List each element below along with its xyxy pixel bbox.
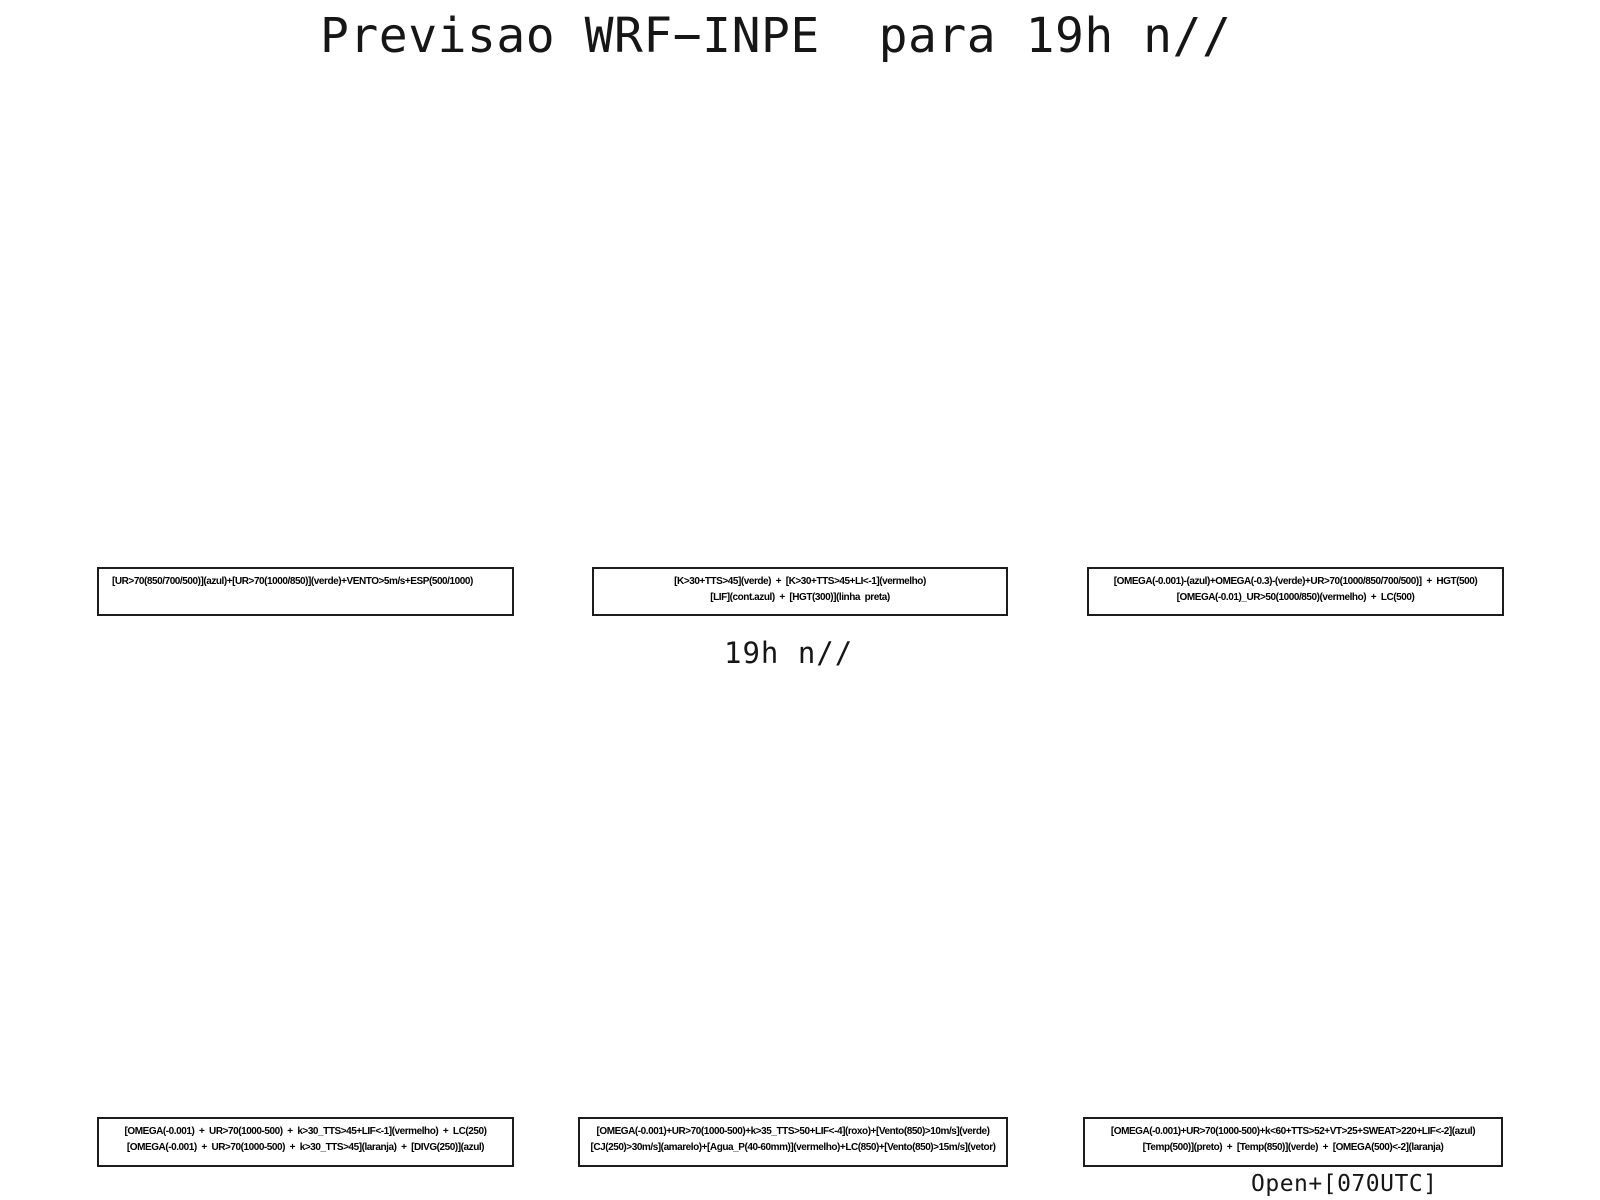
forecast-panel-bottom-center	[578, 1117, 1008, 1167]
panel-legend-line: [OMEGA(-0.001)+UR>70(1000-500)+k>35_TTS>50+LIF<-4](roxo)+[Vento(850)>10m/s](verde)	[596, 1126, 990, 1137]
panel-legend-line: [OMEGA(-0.001)+UR>70(1000-500)+k<60+TTS>52+VT>25+SWEAT>220+LIF<-2](azul)	[1110, 1126, 1476, 1137]
panel-legend-line: [OMEGA(-0.001) + UR>70(1000-500) + k>30_TTS>45+LIF<-1](vermelho) + LC(250)	[124, 1126, 487, 1137]
panel-legend-line: [OMEGA(-0.001)-(azul)+OMEGA(-0.3)-(verde)+UR>70(1000/850/700/500)] + HGT(500)	[1113, 576, 1478, 587]
forecast-panel-bottom-left	[97, 1117, 514, 1167]
section-label: 19h n//	[724, 636, 854, 670]
footer-label: Open+[070UTC]	[1251, 1171, 1438, 1197]
panel-legend-line: [LIF](cont.azul) + [HGT(300)](linha preta)	[710, 592, 890, 603]
page-title: Previsao WRF−INPE para 19h n//	[320, 8, 1232, 64]
panel-legend-line: [K>30+TTS>45](verde) + [K>30+TTS>45+LI<-1](vermelho)	[674, 576, 926, 587]
forecast-panel-top-right	[1087, 567, 1504, 616]
forecast-panel-bottom-right	[1083, 1117, 1503, 1167]
forecast-panel-top-center	[592, 567, 1008, 616]
panel-legend-line: [CJ(250)>30m/s](amarelo)+[Agua_P(40-60mm)](vermelho)+LC(850)+[Vento(850)>15m/s](vetor)	[590, 1142, 996, 1153]
panel-legend-line: [OMEGA(-0.001) + UR>70(1000-500) + k>30_TTS>45](laranja) + [DIVG(250)](azul)	[126, 1142, 485, 1153]
panel-legend-line: [OMEGA(-0.01)_UR>50(1000/850)(vermelho) + LC(500)	[1176, 592, 1415, 603]
panel-legend-line: [Temp(500)](preto) + [Temp(850)](verde) + [OMEGA(500)<-2](laranja)	[1142, 1142, 1444, 1153]
forecast-panel-top-left	[97, 567, 514, 616]
panel-legend-line: [UR>70(850/700/500)](azul)+[UR>70(1000/850)](verde)+VENTO>5m/s+ESP(500/1000)	[112, 576, 473, 587]
